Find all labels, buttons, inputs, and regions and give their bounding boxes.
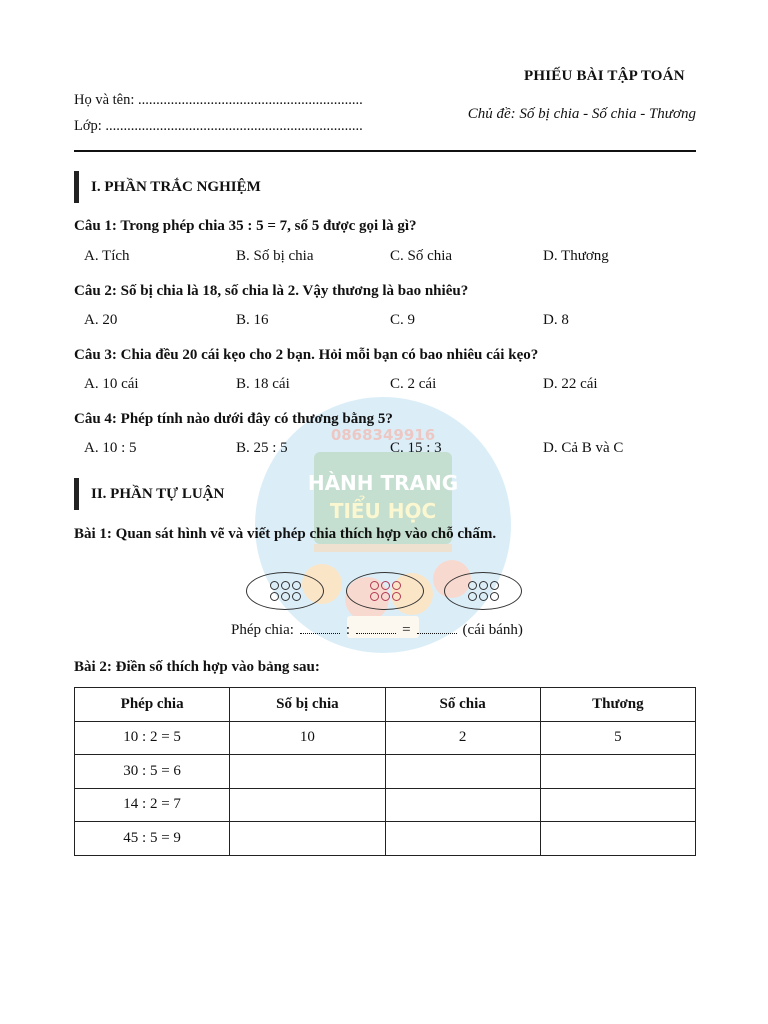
cake-icon	[479, 592, 488, 601]
table-row	[75, 822, 696, 856]
cake-icon	[270, 592, 279, 601]
q4-option-a: A. 10 : 5	[84, 440, 137, 456]
q3-option-b: B. 18 cái	[236, 376, 290, 392]
table-cell: 10 : 2 = 5	[75, 721, 230, 755]
topic-subtitle: Chủ đề: Số bị chia - Số chia - Thương	[467, 106, 696, 122]
answer-cell[interactable]	[385, 755, 540, 789]
cake-column	[468, 581, 477, 601]
question-1-options	[84, 248, 696, 268]
cake-icon	[270, 581, 279, 590]
blank-quotient[interactable]	[417, 622, 457, 634]
column-header: Thương	[540, 688, 695, 722]
student-name-field: Họ và tên: ..............................................................	[74, 92, 363, 108]
cake-icon	[281, 592, 290, 601]
table-cell: 5	[540, 721, 695, 755]
answer-cell[interactable]	[385, 822, 540, 856]
column-header: Số chia	[385, 688, 540, 722]
q2-option-c: C. 9	[390, 312, 416, 328]
question-1: Câu 1: Trong phép chia 35 : 5 = 7, số 5 được gọi là gì?	[74, 218, 417, 234]
cake-icon	[468, 592, 477, 601]
cake-icon	[292, 581, 301, 590]
exercise-1-prompt: Bài 1: Quan sát hình vẽ và viết phép chia thích hợp vào chỗ chấm.	[74, 526, 497, 542]
table-cell: 30 : 5 = 6	[75, 755, 230, 789]
q2-option-b: B. 16	[236, 312, 269, 328]
cake-column	[270, 581, 279, 601]
q1-option-a: A. Tích	[84, 248, 130, 264]
cake-icon	[381, 592, 390, 601]
watermark-line1: HÀNH TRANG	[307, 471, 459, 495]
blank-dividend[interactable]	[300, 622, 340, 634]
answer-cell[interactable]	[540, 788, 695, 822]
table-header-row	[75, 688, 696, 722]
question-2: Câu 2: Số bị chia là 18, số chia là 2. Vậy thương là bao nhiêu?	[74, 283, 469, 299]
question-2-options	[84, 312, 696, 332]
equals-sign: =	[402, 622, 411, 638]
cake-icon	[490, 581, 499, 590]
question-3-options	[84, 376, 696, 396]
q2-option-d: D. 8	[543, 312, 569, 328]
cake-column	[392, 581, 401, 601]
cake-icon	[370, 581, 379, 590]
fill-label: Phép chia:	[231, 622, 294, 638]
q4-option-d: D. Cả B và C	[543, 440, 624, 456]
cake-column	[292, 581, 301, 601]
q4-option-c: C. 15 : 3	[390, 440, 442, 456]
answer-cell[interactable]	[540, 755, 695, 789]
division-fill-line	[231, 622, 523, 639]
exercise-2-prompt: Bài 2: Điền số thích hợp vào bảng sau:	[74, 659, 320, 675]
column-header: Số bị chia	[230, 688, 385, 722]
q2-option-a: A. 20	[84, 312, 118, 328]
class-field: Lớp: .......................................................................	[74, 118, 363, 134]
q1-option-b: B. Số bị chia	[236, 248, 314, 264]
division-table	[74, 687, 696, 856]
cake-icon	[370, 592, 379, 601]
cake-groups	[246, 568, 532, 612]
q1-option-c: C. Số chia	[390, 248, 453, 264]
watermark-line2: TIỂU HỌC	[329, 499, 437, 523]
table-cell: 10	[230, 721, 385, 755]
question-3: Câu 3: Chia đều 20 cái kẹo cho 2 bạn. Hỏi mỗi bạn có bao nhiêu cái kẹo?	[74, 347, 539, 363]
cake-group-1	[246, 572, 324, 610]
watermark-circle	[255, 397, 511, 653]
q1-option-d: D. Thương	[543, 248, 609, 264]
answer-cell[interactable]	[230, 788, 385, 822]
q3-option-a: A. 10 cái	[84, 376, 139, 392]
question-4-options	[84, 440, 696, 460]
cake-icon	[392, 592, 401, 601]
column-header: Phép chia	[75, 688, 230, 722]
watermark-logo	[252, 394, 514, 656]
section-1-heading: I. PHẦN TRẮC NGHIỆM	[74, 171, 261, 203]
cake-icon	[479, 581, 488, 590]
table-cell: 14 : 2 = 7	[75, 788, 230, 822]
cake-column	[490, 581, 499, 601]
q3-option-d: D. 22 cái	[543, 376, 598, 392]
table-row	[75, 788, 696, 822]
answer-cell[interactable]	[230, 822, 385, 856]
cake-group-3	[444, 572, 522, 610]
cake-column	[479, 581, 488, 601]
question-4: Câu 4: Phép tính nào dưới đây có thương bằng 5?	[74, 411, 393, 427]
table-row	[75, 755, 696, 789]
table-cell: 45 : 5 = 9	[75, 822, 230, 856]
cake-icon	[281, 581, 290, 590]
q4-option-b: B. 25 : 5	[236, 440, 288, 456]
blank-divisor[interactable]	[356, 622, 396, 634]
table-cell: 2	[385, 721, 540, 755]
cake-column	[281, 581, 290, 601]
cake-icon	[468, 581, 477, 590]
cake-column	[370, 581, 379, 601]
unit-label: (cái bánh)	[462, 622, 523, 638]
worksheet-title: PHIẾU BÀI TẬP TOÁN	[524, 68, 685, 84]
cake-icon	[381, 581, 390, 590]
cake-column	[381, 581, 390, 601]
section-2-heading: II. PHẦN TỰ LUẬN	[74, 478, 224, 510]
header-divider	[74, 150, 696, 152]
watermark-phone: 0868349916	[330, 426, 436, 444]
cake-group-2	[346, 572, 424, 610]
q3-option-c: C. 2 cái	[390, 376, 437, 392]
answer-cell[interactable]	[385, 788, 540, 822]
answer-cell[interactable]	[540, 822, 695, 856]
cake-icon	[292, 592, 301, 601]
answer-cell[interactable]	[230, 755, 385, 789]
cake-icon	[392, 581, 401, 590]
divide-sign: :	[345, 622, 351, 638]
cake-icon	[490, 592, 499, 601]
table-row	[75, 721, 696, 755]
